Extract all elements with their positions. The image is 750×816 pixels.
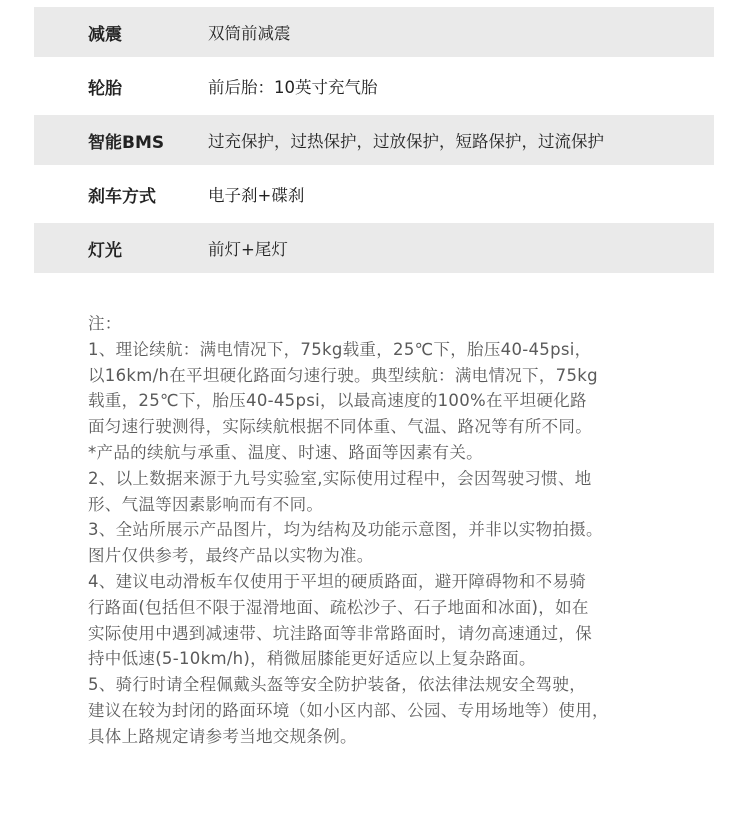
note-line: *产品的续航与承重、温度、时速、路面等因素有关。: [88, 442, 483, 462]
note-line: 持中低速(5-10km/h)，稍微屈膝能更好适应以上复杂路面。: [88, 649, 536, 669]
spec-value: 前后胎：10英寸充气胎: [208, 78, 378, 97]
spec-value: 过充保护，过热保护，过放保护，短路保护，过流保护: [208, 132, 604, 151]
spec-label: 刹车方式: [88, 186, 156, 207]
note-line: 以16km/h在平坦硬化路面匀速行驶。典型续航：满电情况下，75kg: [88, 365, 598, 385]
note-line: 实际使用中遇到减速带、坑洼路面等非常路面时，请勿高速通过，保: [88, 623, 592, 643]
spec-value: 电子刹+碟刹: [208, 186, 305, 205]
note-line: 面匀速行驶测得，实际续航根据不同体重、气温、路况等有所不同。: [88, 417, 592, 437]
spec-row-lights: [34, 223, 714, 273]
note-line: 载重，25℃下，胎压40-45psi，以最高速度的100%在平坦硬化路: [88, 391, 587, 411]
note-line: 1、理论续航：满电情况下，75kg载重，25℃下，胎压40-45psi，: [88, 339, 592, 359]
note-line: 具体上路规定请参考当地交规条例。: [88, 726, 357, 746]
spec-label: 智能BMS: [88, 132, 165, 153]
note-line: 2、以上数据来源于九号实验室,实际使用过程中，会因驾驶习惯、地: [88, 468, 592, 488]
spec-value: 双筒前减震: [208, 24, 291, 43]
spec-label: 轮胎: [88, 78, 122, 99]
spec-value: 前灯+尾灯: [208, 240, 288, 259]
spec-table: [34, 7, 714, 277]
spec-row-suspension: [34, 7, 714, 57]
spec-row-tires: [34, 61, 714, 111]
note-line: 图片仅供参考，最终产品以实物为准。: [88, 546, 374, 566]
note-line: 形、气温等因素影响而有不同。: [88, 494, 324, 514]
notes-section: [88, 311, 688, 750]
note-line: 4、建议电动滑板车仅使用于平坦的硬质路面，避开障碍物和不易骑: [88, 571, 586, 591]
note-line: 建议在较为封闭的路面环境（如小区内部、公园、专用场地等）使用，: [88, 700, 609, 720]
spec-label: 减震: [88, 24, 122, 45]
note-line: 3、全站所展示产品图片，均为结构及功能示意图，并非以实物拍摄。: [88, 520, 603, 540]
note-line: 行路面(包括但不限于湿滑地面、疏松沙子、石子地面和冰面)，如在: [88, 597, 589, 617]
spec-row-brakes: [34, 169, 714, 219]
spec-label: 灯光: [88, 240, 122, 261]
note-line: 5、骑行时请全程佩戴头盔等安全防护装备，依法律法规安全驾驶，: [88, 675, 586, 695]
spec-row-bms: [34, 115, 714, 165]
notes-heading: 注：: [88, 314, 122, 333]
